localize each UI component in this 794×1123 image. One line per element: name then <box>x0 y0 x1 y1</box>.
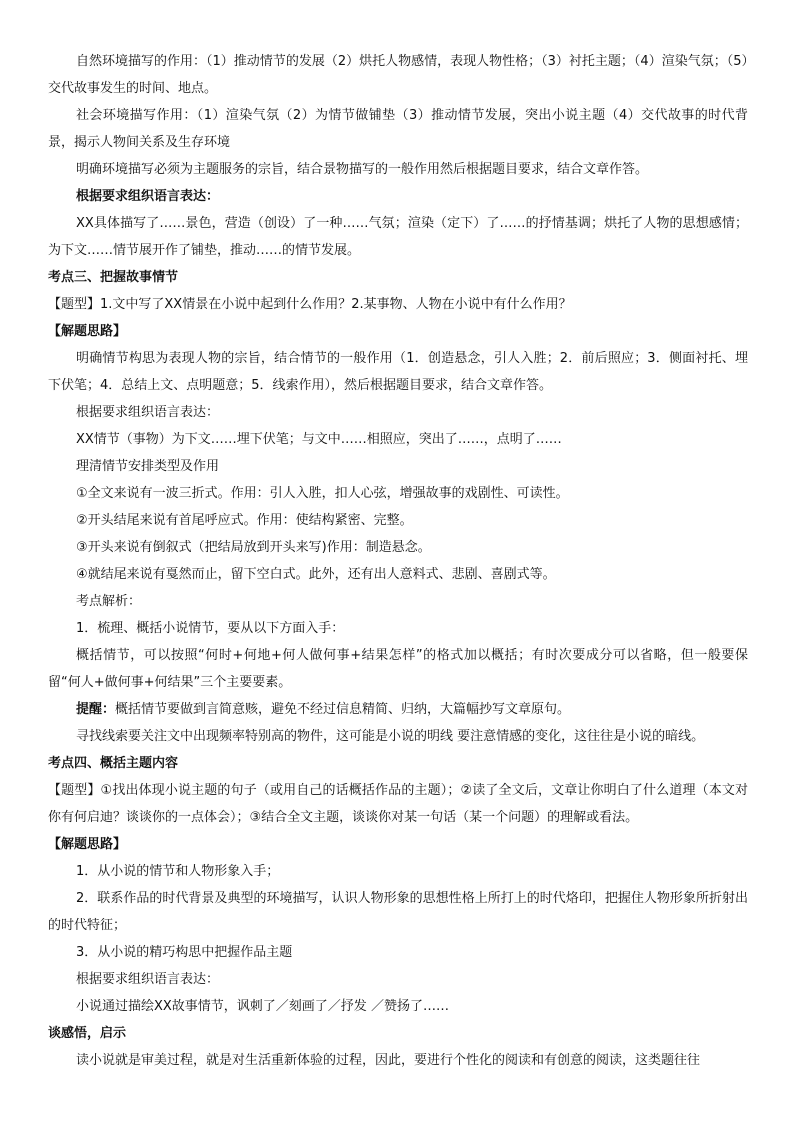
section-heading: 考点四、概括主题内容 <box>48 756 179 771</box>
paragraph: 明确情节构思为表现人物的宗旨，结合情节的一般作用（1．创造悬念，引人入胜；2．前后照应；3．侧面衬托、埋下伏笔；4．总结上文、点明题意；5．线索作用），然后根据题目要求，结合文章作答。 <box>48 351 748 393</box>
paragraph: 读小说就是审美过程，就是对生活重新体验的过程，因此，要进行个性化的阅读和有创意的阅读，这类题往往 <box>76 1053 701 1068</box>
list-item: ③开头来说有倒叙式（把结局放到开头来写)作用：制造悬念。 <box>76 540 431 555</box>
list-item: 2．联系作品的时代背景及典型的环境描写，认识人物形象的思想性格上所打上的时代烙印，把握住人物形象所折射出的时代特征； <box>48 891 748 933</box>
paragraph: 考点解析： <box>76 594 142 609</box>
section-heading: 考点三、把握故事情节 <box>48 270 179 285</box>
list-item: ②开头结尾来说有首尾呼应式。作用：使结构紧密、完整。 <box>76 513 413 528</box>
paragraph: 概括情节，可以按照“何时+何地+何人做何事+结果怎样”的格式加以概括；有时次要成分可以省略，但一般要保留“何人+做何事+何结果”三个主要要素。 <box>48 648 748 690</box>
reminder-text: 概括情节要做到言简意赅，避免不经过信息精简、归纳，大篇幅抄写文章原句。 <box>115 702 571 717</box>
paragraph: 寻找线索要关注文中出现频率特别高的物件，这可能是小说的明线 要注意情感的变化，这往往是小说的暗线。 <box>76 729 705 744</box>
paragraph: 自然环境描写的作用：（1）推动情节的发展（2）烘托人物感情，表现人物性格；（3）衬托主题；（4）渲染气氛；（5）交代故事发生的时间、地点。 <box>48 54 748 96</box>
list-item: ④就结尾来说有戛然而止，留下空白式。此外，还有出人意料式、悲剧、喜剧式等。 <box>76 567 556 582</box>
list-item: 1．从小说的情节和人物形象入手； <box>76 864 280 879</box>
paragraph: XX情节（事物）为下文……埋下伏笔；与文中……相照应，突出了……，点明了…… <box>76 432 562 447</box>
paragraph: 小说通过描绘XX故事情节，讽刺了／刻画了／抒发 ／赞扬了…… <box>76 999 449 1014</box>
subheading: 根据要求组织语言表达： <box>76 189 220 204</box>
paragraph: 【题型】①找出体现小说主题的句子（或用自己的话概括作品的主题）；②读了全文后，文章让你明白了什么道理（本文对你有何启迪？谈谈你的一点体会）；③结合全文主题，谈谈你对某一句话（某一个问题）的理解或看法。 <box>48 783 748 825</box>
paragraph: 社会环境描写作用：（1）渲染气氛（2）为情节做铺垫（3）推动情节发展，突出小说主题（4）交代故事的时代背景，揭示人物间关系及生存环境 <box>48 108 748 150</box>
list-item: ①全文来说有一波三折式。作用：引人入胜，扣人心弦，增强故事的戏剧性、可读性。 <box>76 486 569 501</box>
paragraph: 理清情节安排类型及作用 <box>76 459 220 474</box>
paragraph: 根据要求组织语言表达： <box>76 405 220 420</box>
subheading: 【解题思路】 <box>48 837 127 852</box>
paragraph: 明确环境描写必须为主题服务的宗旨，结合景物描写的一般作用然后根据题目要求，结合文章作答。 <box>76 162 649 177</box>
document-page <box>48 48 748 1074</box>
paragraph: 1．梳理、概括小说情节，要从以下方面入手： <box>76 621 345 636</box>
section-heading: 谈感悟，启示 <box>48 1026 127 1041</box>
paragraph: XX具体描写了……景色，营造（创设）了一种……气氛；渲染（定下）了……的抒情基调；烘托了人物的思想感情；为下文……情节展开作了铺垫，推动……的情节发展。 <box>48 216 748 258</box>
reminder-label: 提醒： <box>76 702 116 717</box>
paragraph <box>48 696 748 723</box>
subheading: 【解题思路】 <box>48 324 127 339</box>
paragraph: 根据要求组织语言表达： <box>76 972 220 987</box>
list-item: 3．从小说的精巧构思中把握作品主题 <box>76 945 293 960</box>
paragraph: 【题型】1.文中写了XX情景在小说中起到什么作用？2.某事物、人物在小说中有什么作用？ <box>48 297 572 312</box>
